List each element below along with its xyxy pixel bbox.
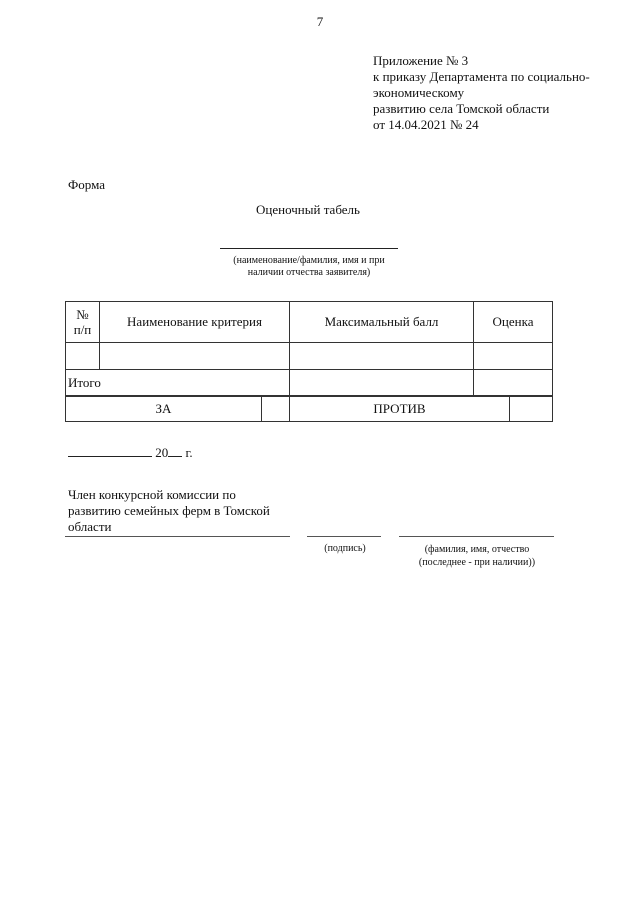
name-caption-line-1: (фамилия, имя, отчество xyxy=(424,544,530,555)
appendix-block xyxy=(373,53,590,133)
row-grade-cell xyxy=(474,343,553,370)
appendix-line-1: Приложение № 3 xyxy=(373,53,469,68)
appendix-line-2: к приказу Департамента по социально- xyxy=(373,69,590,84)
vote-table xyxy=(65,395,553,422)
member-line-3: области xyxy=(68,519,112,534)
applicant-name-line xyxy=(220,248,398,249)
date-blank xyxy=(68,444,152,457)
member-line-2: развитию семейных ферм в Томской xyxy=(68,503,270,518)
appendix-line-5: от 14.04.2021 № 24 xyxy=(373,117,479,132)
header-num-line-1: № xyxy=(76,307,89,322)
applicant-caption-line-2: наличии отчества заявителя) xyxy=(247,267,371,278)
row-max-score-cell xyxy=(290,343,474,370)
form-label: Форма xyxy=(68,177,105,192)
header-max-score: Максимальный балл xyxy=(290,302,474,343)
table-row xyxy=(66,343,553,370)
row-criterion-cell xyxy=(100,343,290,370)
vote-for-label: ЗА xyxy=(66,396,262,422)
full-name-caption xyxy=(392,543,562,569)
appendix-line-3: экономическому xyxy=(373,85,465,100)
table-header-row xyxy=(66,302,553,343)
row-num-cell xyxy=(66,343,100,370)
score-table xyxy=(65,301,553,397)
signature-caption: (подпись) xyxy=(324,543,366,554)
vote-against-cell xyxy=(510,396,553,422)
position-line xyxy=(65,536,290,537)
total-max-score-cell xyxy=(290,370,474,397)
total-label: Итого xyxy=(66,370,290,397)
applicant-caption xyxy=(212,255,406,279)
total-grade-cell xyxy=(474,370,553,397)
vote-against-label: ПРОТИВ xyxy=(290,396,510,422)
vote-for-cell xyxy=(262,396,290,422)
member-line-1: Член конкурсной комиссии по xyxy=(68,487,236,502)
document-title xyxy=(0,202,640,218)
applicant-caption-line-1: (наименование/фамилия, имя и при xyxy=(233,255,385,266)
date-year-prefix: 20 xyxy=(155,445,169,460)
signature-line xyxy=(307,536,381,537)
full-name-line xyxy=(399,536,554,537)
total-row xyxy=(66,370,553,397)
date-suffix: г. xyxy=(185,445,193,460)
appendix-line-4: развитию села Томской области xyxy=(373,101,550,116)
header-num xyxy=(66,302,100,343)
header-num-line-2: п/п xyxy=(73,322,92,337)
vote-row xyxy=(66,396,553,422)
name-caption-line-2: (последнее - при наличии)) xyxy=(418,557,536,568)
year-blank xyxy=(168,444,182,457)
header-criterion: Наименование критерия xyxy=(100,302,290,343)
commission-member-block xyxy=(68,487,270,535)
date-line xyxy=(68,444,193,461)
header-grade: Оценка xyxy=(474,302,553,343)
document-title-text: Оценочный табель xyxy=(256,202,360,217)
page-number: 7 xyxy=(316,14,324,29)
